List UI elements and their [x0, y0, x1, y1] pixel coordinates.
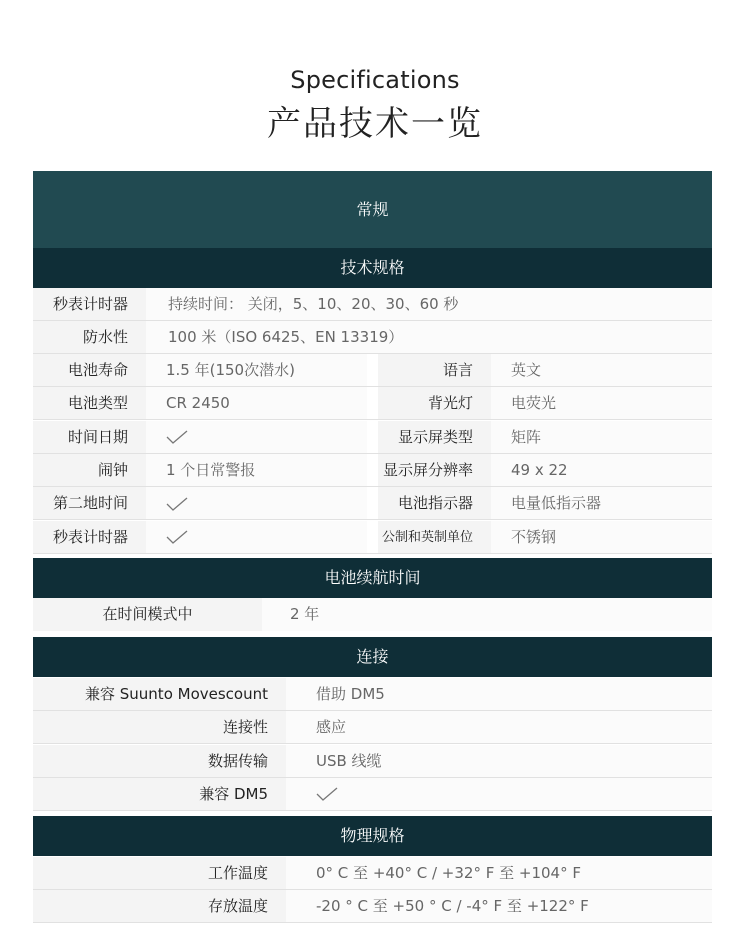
row-value: [146, 354, 367, 387]
checkmark-icon: [316, 787, 338, 801]
tech-right-row: [378, 354, 712, 387]
tech-right-row: [378, 387, 712, 420]
tech-row: [33, 288, 712, 321]
row-value: [146, 454, 367, 487]
row-label: 显示屏类型: [378, 421, 491, 454]
row-value: [146, 521, 367, 554]
physical-row: [33, 857, 712, 890]
section-physical-bar: 物理规格: [33, 816, 712, 856]
row-value: [286, 678, 712, 711]
row-label: 显示屏分辨率: [378, 454, 491, 487]
row-value: 2 年: [262, 598, 712, 631]
tech-left-row: [33, 387, 367, 420]
checkmark-icon: [166, 530, 188, 544]
tech-left-row: [33, 354, 367, 387]
row-value: -20 ° C 至 +50 ° C / -4° F 至 +122° F: [286, 890, 712, 923]
divider: [33, 810, 712, 811]
tech-right-row: [378, 521, 712, 554]
row-value: 不锈钢: [491, 521, 712, 554]
connect-row: [33, 678, 712, 711]
row-value: [286, 778, 712, 811]
section-battery-bar: 电池续航时间: [33, 558, 712, 598]
row-label: 电池类型: [33, 387, 146, 420]
row-label: 语言: [378, 354, 491, 387]
connect-row: [33, 745, 712, 778]
section-tech-bar: 技术规格: [33, 248, 712, 288]
row-value: 49 x 22: [491, 454, 712, 487]
row-label: 背光灯: [378, 387, 491, 420]
row-value: 电量低指示器: [491, 487, 712, 520]
row-value-text: 1 个日常警报: [166, 460, 256, 479]
row-value: 矩阵: [491, 421, 712, 454]
checkmark-icon: [166, 430, 188, 444]
row-label: 公制和英制单位: [378, 521, 491, 554]
spec-header-cn: 产品技术一览: [267, 104, 483, 144]
divider: [33, 553, 712, 554]
checkmark-icon: [166, 497, 188, 511]
tech-left-row: [33, 421, 367, 454]
row-value: 持续时间： 关闭，5、10、20、30、60 秒: [146, 288, 712, 321]
tech-left-row: [33, 521, 367, 554]
row-value-text: 1.5 年(150次潜水): [166, 361, 295, 379]
row-value-text: 感应: [316, 718, 347, 737]
row-value: 0° C 至 +40° C / +32° F 至 +104° F: [286, 857, 712, 890]
row-label: 工作温度: [33, 857, 286, 890]
connect-row: [33, 778, 712, 811]
row-label: 时间日期: [33, 421, 146, 454]
row-label: 电池寿命: [33, 354, 146, 387]
section-general-bar: 常规: [33, 171, 712, 248]
section-connect-bar: 连接: [33, 637, 712, 677]
row-label: 在时间模式中: [33, 598, 262, 631]
row-value: [286, 711, 712, 744]
tech-right-row: [378, 454, 712, 487]
row-label: 兼容 Suunto Movescount: [33, 678, 286, 711]
tech-right-row: [378, 421, 712, 454]
row-label: 连接性: [33, 711, 286, 744]
row-value: 电荧光: [491, 387, 712, 420]
row-value: [146, 487, 367, 520]
row-label: 存放温度: [33, 890, 286, 923]
connect-row: [33, 711, 712, 744]
row-label: 秒表计时器: [33, 521, 146, 554]
row-value: [286, 745, 712, 778]
row-value: 英文: [491, 354, 712, 387]
row-label: 闹钟: [33, 454, 146, 487]
row-label: 数据传输: [33, 745, 286, 778]
row-value-text: CR 2450: [166, 394, 230, 413]
row-value: [146, 387, 367, 420]
physical-row: [33, 890, 712, 923]
row-label: 防水性: [33, 321, 146, 354]
divider: [33, 922, 712, 923]
row-value-text: 借助 DM5: [316, 685, 385, 703]
battery-row: [33, 598, 712, 631]
tech-left-row: [33, 487, 367, 520]
row-label: 第二地时间: [33, 487, 146, 520]
tech-left-row: [33, 454, 367, 487]
row-value: 100 米（ISO 6425、EN 13319）: [146, 321, 712, 354]
tech-right-row: [378, 487, 712, 520]
row-label: 兼容 DM5: [33, 778, 286, 811]
row-value: [146, 421, 367, 454]
row-label: 电池指示器: [378, 487, 491, 520]
tech-row: [33, 321, 712, 354]
row-value-text: USB 线缆: [316, 751, 382, 770]
spec-header-en: Specifications: [290, 66, 460, 94]
row-label: 秒表计时器: [33, 288, 146, 321]
